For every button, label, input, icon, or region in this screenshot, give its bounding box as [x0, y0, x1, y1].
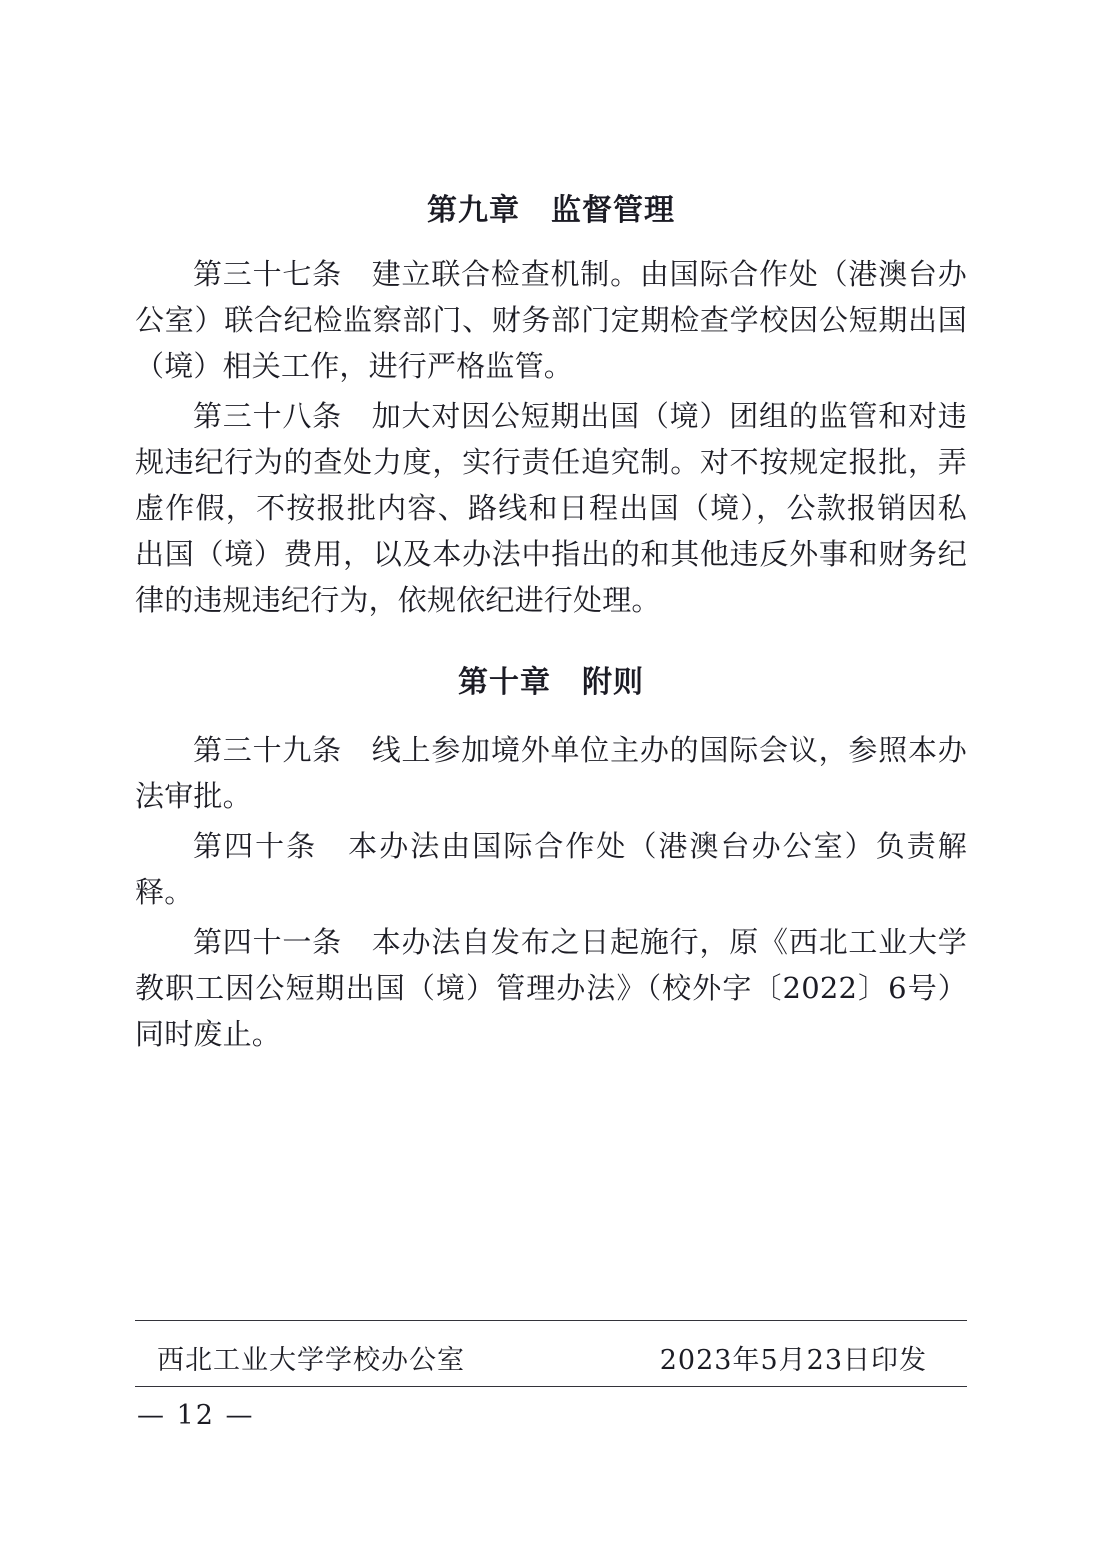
article-40-paragraph: 第四十条 本办法由国际合作处（港澳台办公室）负责解释。: [135, 829, 967, 909]
footer-divider-top: [135, 1320, 967, 1321]
article-37-paragraph: 第三十七条 建立联合检查机制。由国际合作处（港澳台办公室）联合纪检监察部门、财务部门定期检查学校因公短期出国（境）相关工作，进行严格监管。: [135, 257, 967, 383]
page-number: — 12 —: [137, 1400, 255, 1431]
footer-date: 2023年5月23日印发: [659, 1344, 927, 1376]
document-body: [135, 185, 967, 1061]
article-38-paragraph: 第三十八条 加大对因公短期出国（境）团组的监管和对违规违纪行为的查处力度，实行责任追究制。对不按规定报批，弄虚作假，不按报批内容、路线和日程出国（境），公款报销因私出国（境）费用，以及本办法中指出的和其他违反外事和财务纪律的违规违纪行为，依规依纪进行处理。: [135, 399, 967, 617]
footer-issuer: 西北工业大学学校办公室: [157, 1344, 465, 1376]
document-footer: [135, 1330, 967, 1384]
article-41-paragraph: 第四十一条 本办法自发布之日起施行，原《西北工业大学教职工因公短期出国（境）管理办法》（校外字〔2022〕6号）同时废止。: [135, 925, 967, 1051]
article-39-paragraph: 第三十九条 线上参加境外单位主办的国际会议，参照本办法审批。: [135, 733, 967, 813]
chapter-heading-nine: 第九章 监督管理: [427, 193, 675, 228]
footer-divider-bottom: [135, 1386, 967, 1387]
chapter-heading-ten: 第十章 附则: [458, 665, 644, 700]
